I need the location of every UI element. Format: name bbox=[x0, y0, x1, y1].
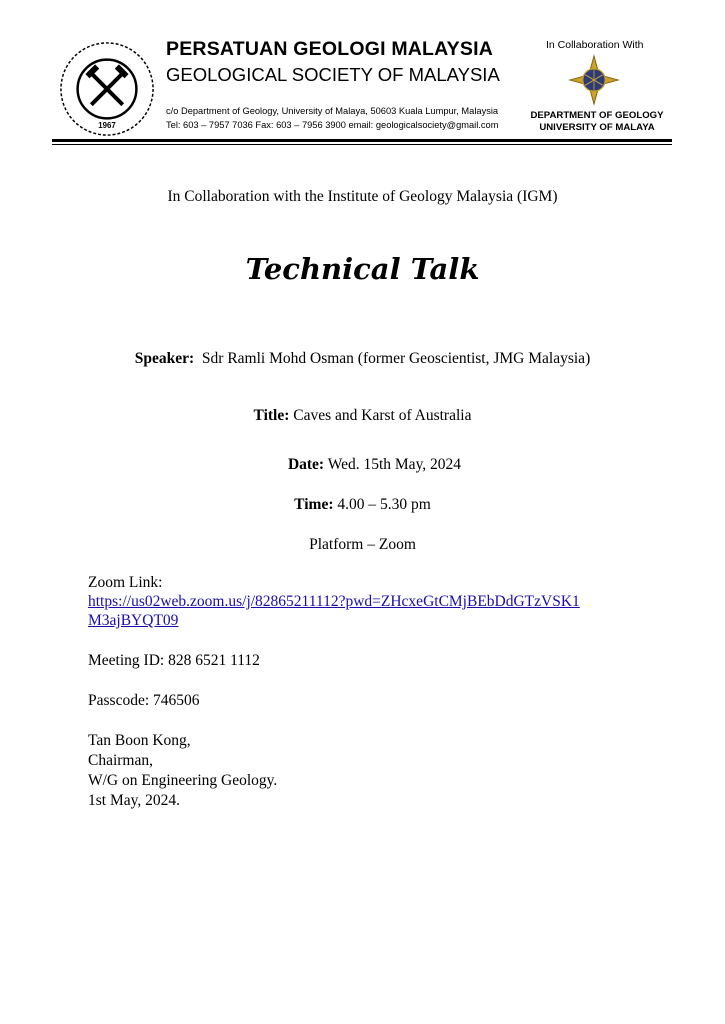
date-line bbox=[12, 456, 725, 474]
title-label: Title: bbox=[253, 407, 290, 424]
department-name: DEPARTMENT OF GEOLOGY bbox=[530, 110, 664, 121]
date-value: Wed. 15th May, 2024 bbox=[327, 456, 462, 473]
zoom-link-label: Zoom Link: bbox=[88, 574, 163, 591]
university-name: UNIVERSITY OF MALAYA bbox=[539, 122, 655, 133]
society-logo bbox=[58, 40, 156, 138]
speaker-value: Sdr Ramli Mohd Osman (former Geoscientist, JMG Malaysia) bbox=[201, 350, 591, 367]
signatory-name: Tan Boon Kong, bbox=[88, 732, 191, 749]
signatory-group: W/G on Engineering Geology. bbox=[88, 772, 278, 789]
header-divider-thin bbox=[52, 144, 672, 145]
time-label: Time: bbox=[294, 496, 334, 513]
speaker-line bbox=[0, 350, 725, 368]
platform-line: Platform – Zoom bbox=[309, 536, 416, 553]
collaboration-label: In Collaboration With bbox=[546, 39, 644, 51]
passcode: Passcode: 746506 bbox=[88, 692, 200, 709]
society-address: c/o Department of Geology, University of Malaya, 50603 Kuala Lumpur, Malaysia bbox=[166, 106, 499, 116]
speaker-label: Speaker: bbox=[134, 350, 195, 367]
society-name-malay: PERSATUAN GEOLOGI MALAYSIA bbox=[166, 38, 493, 60]
signatory-role: Chairman, bbox=[88, 752, 153, 769]
title-line bbox=[0, 407, 725, 425]
society-name-english: GEOLOGICAL SOCIETY OF MALAYSIA bbox=[166, 64, 500, 85]
page-title: Technical Talk bbox=[245, 252, 480, 286]
time-value: 4.00 – 5.30 pm bbox=[337, 496, 431, 513]
title-value: Caves and Karst of Australia bbox=[293, 407, 472, 424]
signature-date: 1st May, 2024. bbox=[88, 792, 180, 809]
zoom-link-url[interactable]: https://us02web.zoom.us/j/82865211112?pwd=ZHcxeGtCMjBEbDdGTzVSK1 bbox=[88, 593, 580, 610]
header-divider-thick bbox=[52, 139, 672, 142]
meeting-id: Meeting ID: 828 6521 1112 bbox=[88, 652, 260, 669]
logo-year: 1967 bbox=[98, 121, 116, 131]
time-line bbox=[0, 496, 725, 514]
department-logo bbox=[568, 54, 620, 106]
date-label: Date: bbox=[287, 456, 325, 473]
zoom-link-url-continued[interactable]: M3ajBYQT09 bbox=[88, 612, 179, 629]
society-contact: Tel: 603 – 7957 7036 Fax: 603 – 7956 3900 email: geologicalsociety@gmail.com bbox=[166, 120, 499, 130]
intro-line: In Collaboration with the Institute of Geology Malaysia (IGM) bbox=[167, 188, 558, 205]
